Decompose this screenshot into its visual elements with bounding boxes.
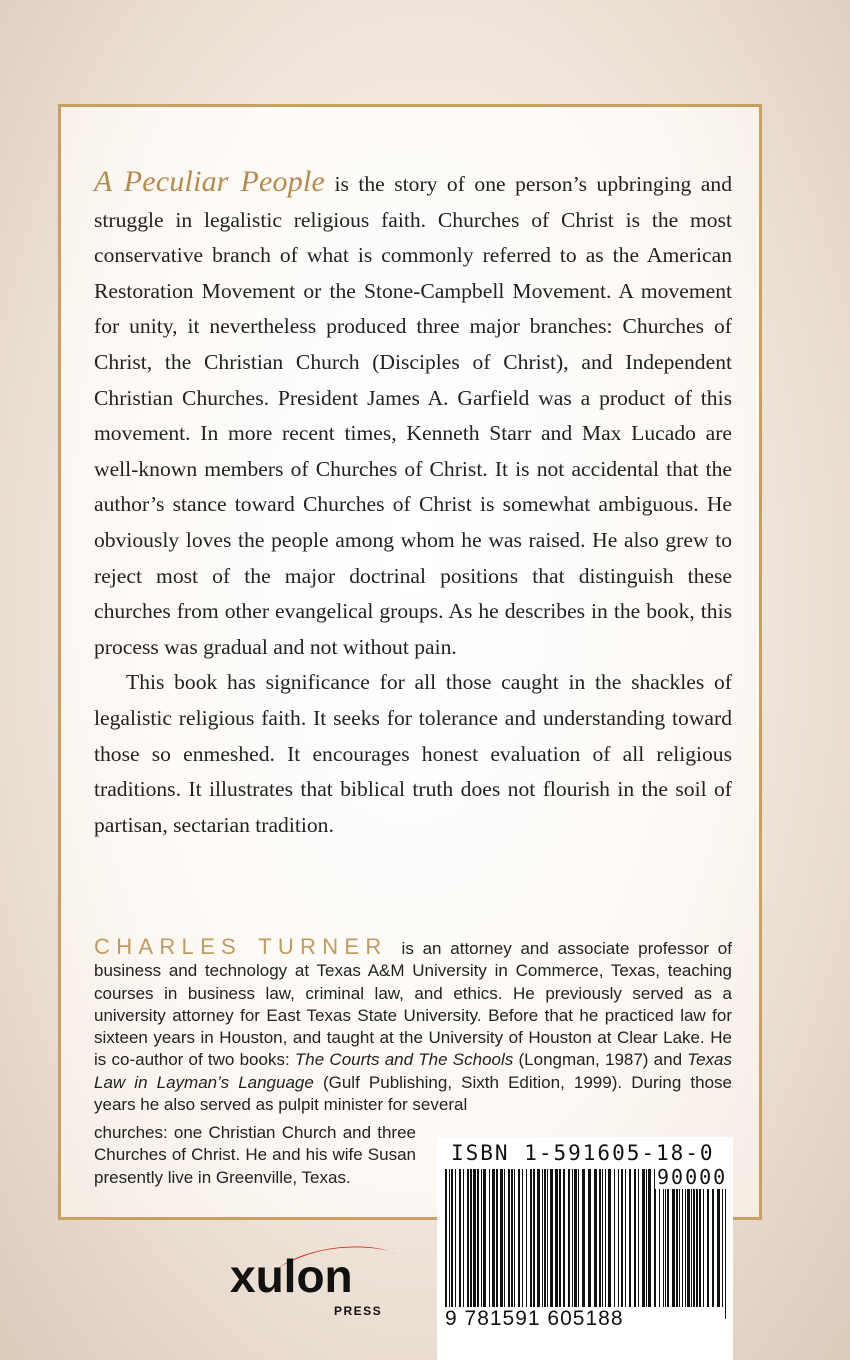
publisher-logo	[218, 1240, 408, 1330]
barcode-bar	[663, 1169, 664, 1319]
barcode-bar	[629, 1169, 631, 1319]
barcode-bar	[533, 1169, 535, 1319]
barcode-bar	[463, 1169, 464, 1319]
barcode-bar	[547, 1169, 548, 1319]
barcode-bar	[679, 1169, 680, 1319]
barcode-bar	[559, 1169, 561, 1319]
barcode-bar	[449, 1169, 450, 1319]
barcode-bar	[682, 1169, 683, 1319]
barcode-bar	[634, 1169, 636, 1319]
barcode-bar	[712, 1169, 714, 1319]
barcode-area	[437, 1137, 733, 1360]
barcode-bar	[550, 1169, 553, 1319]
bio-text-2: (Longman, 1987) and	[513, 1050, 688, 1070]
barcode-bar	[526, 1169, 527, 1319]
barcode-bar	[511, 1169, 513, 1319]
barcode-bar	[582, 1169, 585, 1319]
barcode-bar	[625, 1169, 626, 1319]
barcode-bar	[608, 1169, 611, 1319]
barcode-bar	[470, 1169, 472, 1319]
description-paragraph-2: This book has significance for all those caught in the shackles of legalistic religious faith. It seeks for tolerance and understanding toward those so enmeshed. It encourages honest evaluation of all religious traditions. It illustrates that biblical truth does not flourish in the soil of partisan, sectarian tradition.	[94, 670, 732, 837]
barcode-bar	[703, 1169, 704, 1319]
barcode-bar	[504, 1169, 505, 1319]
barcode-bar	[518, 1169, 520, 1319]
barcode-bar	[654, 1169, 656, 1319]
barcode-bar	[483, 1169, 486, 1319]
barcode-bar	[618, 1169, 619, 1319]
description-paragraph-1	[94, 164, 732, 665]
author-name: CHARLES TURNER	[94, 934, 388, 959]
bio-text-1: is an attorney and associate professor of business and technology at Texas A&M University in Commerce, Texas, teaching courses in business law, criminal law, and ethics. He previously served as a university attorney for East Texas State University. Before that he practiced law for sixteen years in Houston, and taught at the University of Houston at Clear Lake. He is co-author of two books:	[94, 939, 732, 1070]
barcode-bar	[459, 1169, 461, 1319]
barcode-bar	[572, 1169, 573, 1319]
barcode-bar	[563, 1169, 565, 1319]
barcode-bar	[725, 1169, 726, 1319]
barcode-bar	[648, 1169, 651, 1319]
book-title-texas-law: Texas Law in Layman’s Language	[94, 1050, 732, 1092]
barcode-bar	[455, 1169, 456, 1319]
barcode-bar	[514, 1169, 515, 1319]
publisher-name: xulon	[230, 1250, 353, 1302]
barcode-bar	[642, 1169, 645, 1319]
barcode-bar	[722, 1169, 723, 1319]
barcode-bar	[477, 1169, 479, 1319]
barcode-bar	[685, 1169, 686, 1319]
barcode-bar	[707, 1169, 709, 1319]
barcode-bar	[676, 1169, 678, 1319]
barcode-bar	[594, 1169, 597, 1319]
barcode-bar	[588, 1169, 591, 1319]
barcode-bar	[467, 1169, 469, 1319]
barcode-bar	[489, 1169, 490, 1319]
barcode-bar	[451, 1169, 453, 1319]
barcode-bar	[614, 1169, 615, 1319]
barcode-bar	[481, 1169, 482, 1319]
barcode-bar	[568, 1169, 570, 1319]
book-title: A Peculiar People	[94, 165, 325, 198]
bio-text-3: (Gulf Publishing, Sixth Edition, 1999). During those years he also served as pulpit minister for several	[94, 1072, 732, 1115]
barcode-bar	[699, 1169, 701, 1319]
price-code: 90000	[657, 1165, 728, 1189]
barcode-bar	[667, 1169, 669, 1319]
barcode-bar	[605, 1169, 606, 1319]
barcode-bar	[672, 1169, 675, 1319]
author-bio-tail: churches: one Christian Church and three Churches of Christ. He and his wife Susan presently live in Greenville, Texas.	[94, 1123, 416, 1187]
barcode-bar	[659, 1169, 660, 1319]
barcode-bar	[496, 1169, 498, 1319]
barcode-bar	[638, 1169, 639, 1319]
barcode-bars	[443, 1169, 729, 1319]
barcode-bar	[696, 1169, 698, 1319]
barcode-bar	[542, 1169, 543, 1319]
barcode-bar	[578, 1169, 579, 1319]
book-description	[94, 164, 732, 843]
barcode-bar	[555, 1169, 558, 1319]
barcode-bar	[508, 1169, 510, 1319]
barcode-bar	[522, 1169, 523, 1319]
barcode-bar	[530, 1169, 532, 1319]
barcode-bar	[621, 1169, 623, 1319]
barcode-bar	[492, 1169, 495, 1319]
barcode-bar	[574, 1169, 577, 1319]
barcode-bar	[473, 1169, 476, 1319]
description-paragraph-1-text: is the story of one person’s upbringing and struggle in legalistic religious faith. Churches of Christ is the most conservative branch of what is commonly referred to as the American Restoration Movement or the Stone-Campbell Movement. A movement for unity, it nevertheless produced three major branches: Churches of Christ, the Christian Church (Disciples of Christ), and Independent Christian Churches. President James A. Garfield was a product of this movement. In more recent times, Kenneth Starr and Max Lucado are well-known members of Churches of Christ. It is not accidental that the author’s stance toward Churches of Christ is somewhat ambiguous. He obviously loves the people among whom he was raised. He also grew to reject most of the major doctrinal positions that distinguish these churches from other evangelical groups. As he describes in the book, this process was gradual and not without pain.	[94, 172, 732, 659]
isbn-label: ISBN 1-591605-18-0	[451, 1141, 715, 1165]
barcode-bar	[646, 1169, 647, 1319]
barcode-bar	[544, 1169, 546, 1319]
barcode-bar	[537, 1169, 540, 1319]
barcode-bar	[599, 1169, 601, 1319]
barcode-bar	[500, 1169, 503, 1319]
barcode-bar	[693, 1169, 695, 1319]
ean-digits: 9 781591 605188	[445, 1307, 725, 1331]
barcode-bar	[602, 1169, 603, 1319]
barcode-bar	[717, 1169, 720, 1319]
barcode-bar	[445, 1169, 447, 1319]
barcode-bar	[687, 1169, 690, 1319]
barcode-bar	[691, 1169, 692, 1319]
publisher-sub: PRESS	[334, 1304, 383, 1318]
book-title-courts: The Courts and The Schools	[294, 1050, 514, 1070]
barcode-bar	[665, 1169, 666, 1319]
author-bio	[94, 936, 732, 1116]
